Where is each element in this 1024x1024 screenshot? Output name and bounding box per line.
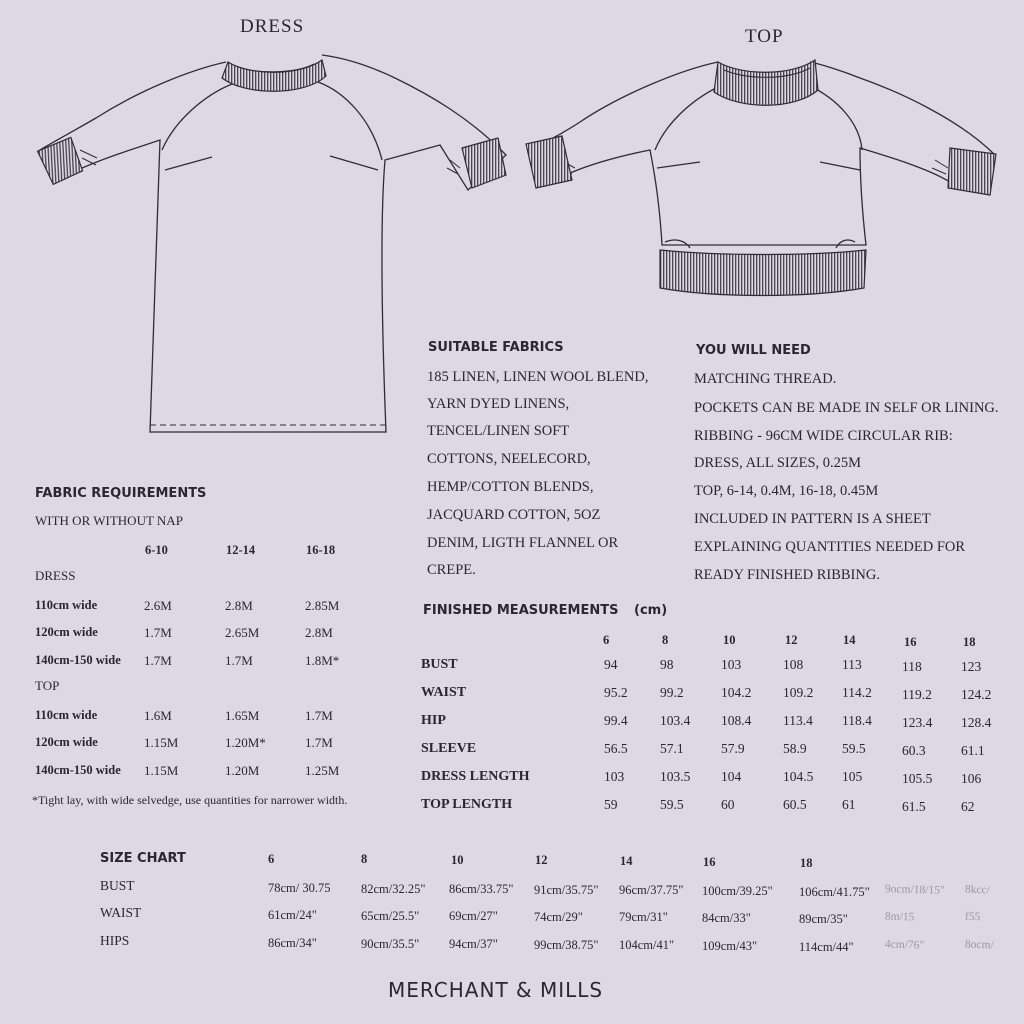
- fm-cell: 104.2: [721, 685, 752, 700]
- sc-cell: 94cm/37": [449, 937, 498, 951]
- fr-dress-label: DRESS: [35, 568, 76, 583]
- fm-cell: 56.5: [604, 741, 628, 756]
- brand-name: MERCHANT & MILLS: [388, 978, 604, 1002]
- sc-cell: 104cm/41": [619, 938, 675, 952]
- sc-faded-cell: 9ocm/18/15": [884, 883, 945, 897]
- fm-size-header: 8: [662, 633, 669, 647]
- sc-cell: 96cm/37.75": [619, 883, 684, 897]
- sc-cell: 86cm/34": [268, 936, 317, 950]
- fr-cell: 1.6M: [144, 708, 172, 723]
- fr-cell: 2.6M: [144, 598, 172, 613]
- top-title: TOP: [745, 26, 784, 47]
- fr-size-header: 12-14: [226, 543, 256, 557]
- fm-cell: 58.9: [783, 741, 807, 756]
- suitable-fabrics-line: CREPE.: [427, 562, 476, 578]
- fabric-requirements-subheading: WITH OR WITHOUT NAP: [35, 513, 183, 528]
- you-will-need-line: DRESS, ALL SIZES, 0.25M: [694, 455, 862, 471]
- fm-size-header: 16: [904, 635, 917, 649]
- fm-cell: 109.2: [783, 685, 814, 700]
- fr-top-label: TOP: [35, 678, 60, 693]
- fm-cell: 123: [961, 659, 982, 674]
- fr-footnote: *Tight lay, with wide selvedge, use quantities for narrower width.: [32, 793, 348, 807]
- sc-row-label: WAIST: [100, 905, 142, 920]
- fr-size-header: 16-18: [306, 543, 336, 557]
- sc-row-label: BUST: [100, 878, 135, 893]
- fr-cell: 1.7M: [144, 653, 172, 668]
- suitable-fabrics-line: YARN DYED LINENS,: [427, 396, 570, 412]
- fr-row-label: 120cm wide: [35, 625, 98, 639]
- fm-cell: 114.2: [842, 685, 872, 700]
- fr-row-label: 110cm wide: [35, 598, 98, 612]
- fm-size-header: 6: [603, 633, 610, 647]
- sc-cell: 99cm/38.75": [534, 938, 599, 952]
- fr-cell: 2.85M: [305, 598, 340, 613]
- fm-cell: 60: [721, 797, 735, 812]
- sc-cell: 90cm/35.5": [361, 937, 420, 951]
- you-will-need-line: MATCHING THREAD.: [694, 371, 837, 387]
- sc-cell: 100cm/39.25": [702, 884, 773, 898]
- fm-cell: 124.2: [961, 687, 992, 702]
- fm-cell: 108: [783, 657, 804, 672]
- fm-size-header: 10: [723, 633, 736, 647]
- sc-cell: 109cm/43": [702, 939, 758, 953]
- fr-cell: 1.15M: [144, 735, 179, 750]
- size-chart-heading: SIZE CHART: [100, 851, 186, 866]
- fr-cell: 1.65M: [225, 708, 260, 723]
- finished-measurements-unit: (cm): [634, 603, 668, 618]
- fm-cell: 98: [660, 657, 674, 672]
- sc-cell: 106cm/41.75": [799, 885, 870, 899]
- you-will-need-line: POCKETS CAN BE MADE IN SELF OR LINING.: [694, 400, 999, 416]
- fm-size-header: 14: [843, 633, 856, 647]
- sc-size-header: 12: [535, 853, 548, 867]
- suitable-fabrics-line: DENIM, LIGTH FLANNEL OR: [427, 535, 619, 551]
- you-will-need-line: RIBBING - 96CM WIDE CIRCULAR RIB:: [694, 428, 953, 444]
- suitable-fabrics-line: 185 LINEN, LINEN WOOL BLEND,: [427, 369, 649, 385]
- sc-row-label: HIPS: [100, 933, 130, 948]
- you-will-need-line: EXPLAINING QUANTITIES NEEDED FOR: [694, 539, 966, 555]
- fr-cell: 1.7M: [305, 708, 333, 723]
- sc-size-header: 8: [361, 852, 368, 866]
- sc-cell: 91cm/35.75": [534, 883, 599, 897]
- suitable-fabrics-line: TENCEL/LINEN SOFT: [427, 423, 570, 439]
- suitable-fabrics-line: JACQUARD COTTON, 5OZ: [427, 507, 601, 523]
- fr-cell: 2.8M: [225, 598, 253, 613]
- fm-cell: 123.4: [902, 715, 933, 730]
- sc-cell: 82cm/32.25": [361, 882, 426, 896]
- sc-faded-cell: 8m/15: [884, 910, 915, 924]
- sc-cell: 69cm/27": [449, 909, 498, 923]
- fm-row-label: WAIST: [421, 685, 467, 700]
- dress-title: DRESS: [240, 16, 305, 37]
- sc-cell: 65cm/25.5": [361, 909, 420, 923]
- sc-cell: 61cm/24": [268, 908, 317, 922]
- fm-cell: 108.4: [721, 713, 752, 728]
- fm-cell: 60.5: [783, 797, 807, 812]
- sc-cell: 114cm/44": [799, 940, 854, 954]
- fm-cell: 95.2: [604, 685, 628, 700]
- you-will-need-line: TOP, 6-14, 0.4M, 16-18, 0.45M: [694, 483, 879, 499]
- fm-cell: 128.4: [961, 715, 992, 730]
- suitable-fabrics-line: HEMP/COTTON BLENDS,: [427, 479, 594, 495]
- fm-row-label: SLEEVE: [421, 741, 477, 756]
- fr-row-label: 110cm wide: [35, 708, 98, 722]
- sc-cell: 89cm/35": [799, 912, 848, 926]
- fr-cell: 1.20M: [225, 763, 260, 778]
- you-will-need-line: READY FINISHED RIBBING.: [694, 567, 880, 583]
- fm-size-header: 18: [963, 635, 976, 649]
- fr-cell: 1.7M: [144, 625, 172, 640]
- fm-cell: 57.9: [721, 741, 745, 756]
- fr-cell: 1.15M: [144, 763, 179, 778]
- fm-cell: 119.2: [902, 687, 932, 702]
- fr-cell: 2.65M: [225, 625, 260, 640]
- fm-row-label: TOP LENGTH: [421, 797, 513, 812]
- fm-cell: 106: [961, 771, 982, 786]
- suitable-fabrics-line: COTTONS, NEELECORD,: [427, 451, 591, 467]
- fm-row-label: BUST: [421, 657, 458, 672]
- sc-faded-cell: 4cm/76": [884, 938, 925, 952]
- fm-cell: 59: [604, 797, 618, 812]
- you-will-need-heading: YOU WILL NEED: [696, 343, 811, 358]
- fr-cell: 1.8M*: [305, 653, 340, 668]
- fm-cell: 113.4: [783, 713, 813, 728]
- sc-cell: 79cm/31": [619, 910, 668, 924]
- fabric-requirements-heading: FABRIC REQUIREMENTS: [35, 486, 207, 501]
- fm-cell: 105: [842, 769, 863, 784]
- fm-cell: 59.5: [842, 741, 866, 756]
- fm-cell: 113: [842, 657, 862, 672]
- sc-size-header: 14: [620, 854, 633, 868]
- sc-cell: 78cm/ 30.75: [268, 881, 331, 895]
- fr-row-label: 120cm wide: [35, 735, 98, 749]
- fr-cell: 1.7M: [225, 653, 253, 668]
- fm-cell: 59.5: [660, 797, 684, 812]
- fm-cell: 118: [902, 659, 922, 674]
- fm-cell: 103.4: [660, 713, 691, 728]
- sc-size-header: 16: [703, 855, 716, 869]
- fm-cell: 104.5: [783, 769, 814, 784]
- fm-cell: 103.5: [660, 769, 691, 784]
- fr-row-label: 140cm-150 wide: [35, 763, 121, 777]
- fm-cell: 61.5: [902, 799, 926, 814]
- fm-cell: 60.3: [902, 743, 926, 758]
- top-illustration: [0, 0, 1024, 320]
- fr-cell: 1.7M: [305, 735, 333, 750]
- sc-faded-cell: 8kcc/: [964, 883, 991, 897]
- fm-row-label: DRESS LENGTH: [421, 769, 530, 784]
- fr-cell: 2.8M: [305, 625, 333, 640]
- suitable-fabrics-heading: SUITABLE FABRICS: [428, 340, 564, 355]
- fr-size-header: 6-10: [145, 543, 168, 557]
- fm-cell: 104: [721, 769, 742, 784]
- fr-cell: 1.25M: [305, 763, 340, 778]
- sc-size-header: 18: [800, 856, 813, 870]
- fm-cell: 105.5: [902, 771, 933, 786]
- sc-size-header: 6: [268, 852, 275, 866]
- fm-cell: 99.2: [660, 685, 684, 700]
- fm-cell: 57.1: [660, 741, 684, 756]
- fm-cell: 118.4: [842, 713, 872, 728]
- fm-cell: 61: [842, 797, 856, 812]
- fm-cell: 103: [604, 769, 625, 784]
- fm-cell: 62: [961, 799, 975, 814]
- fr-row-label: 140cm-150 wide: [35, 653, 121, 667]
- sc-cell: 84cm/33": [702, 911, 751, 925]
- sc-faded-cell: f55: [964, 910, 981, 924]
- sc-faded-cell: 8ocm/: [964, 938, 994, 952]
- fm-cell: 94: [604, 657, 618, 672]
- fr-cell: 1.20M*: [225, 735, 266, 750]
- fm-cell: 61.1: [961, 743, 985, 758]
- fm-cell: 99.4: [604, 713, 628, 728]
- finished-measurements-heading: FINISHED MEASUREMENTS: [423, 603, 619, 618]
- sc-size-header: 10: [451, 853, 464, 867]
- you-will-need-line: INCLUDED IN PATTERN IS A SHEET: [694, 511, 931, 527]
- sc-cell: 86cm/33.75": [449, 882, 514, 896]
- fm-size-header: 12: [785, 633, 798, 647]
- fm-cell: 103: [721, 657, 742, 672]
- fm-row-label: HIP: [421, 713, 446, 728]
- sc-cell: 74cm/29": [534, 910, 583, 924]
